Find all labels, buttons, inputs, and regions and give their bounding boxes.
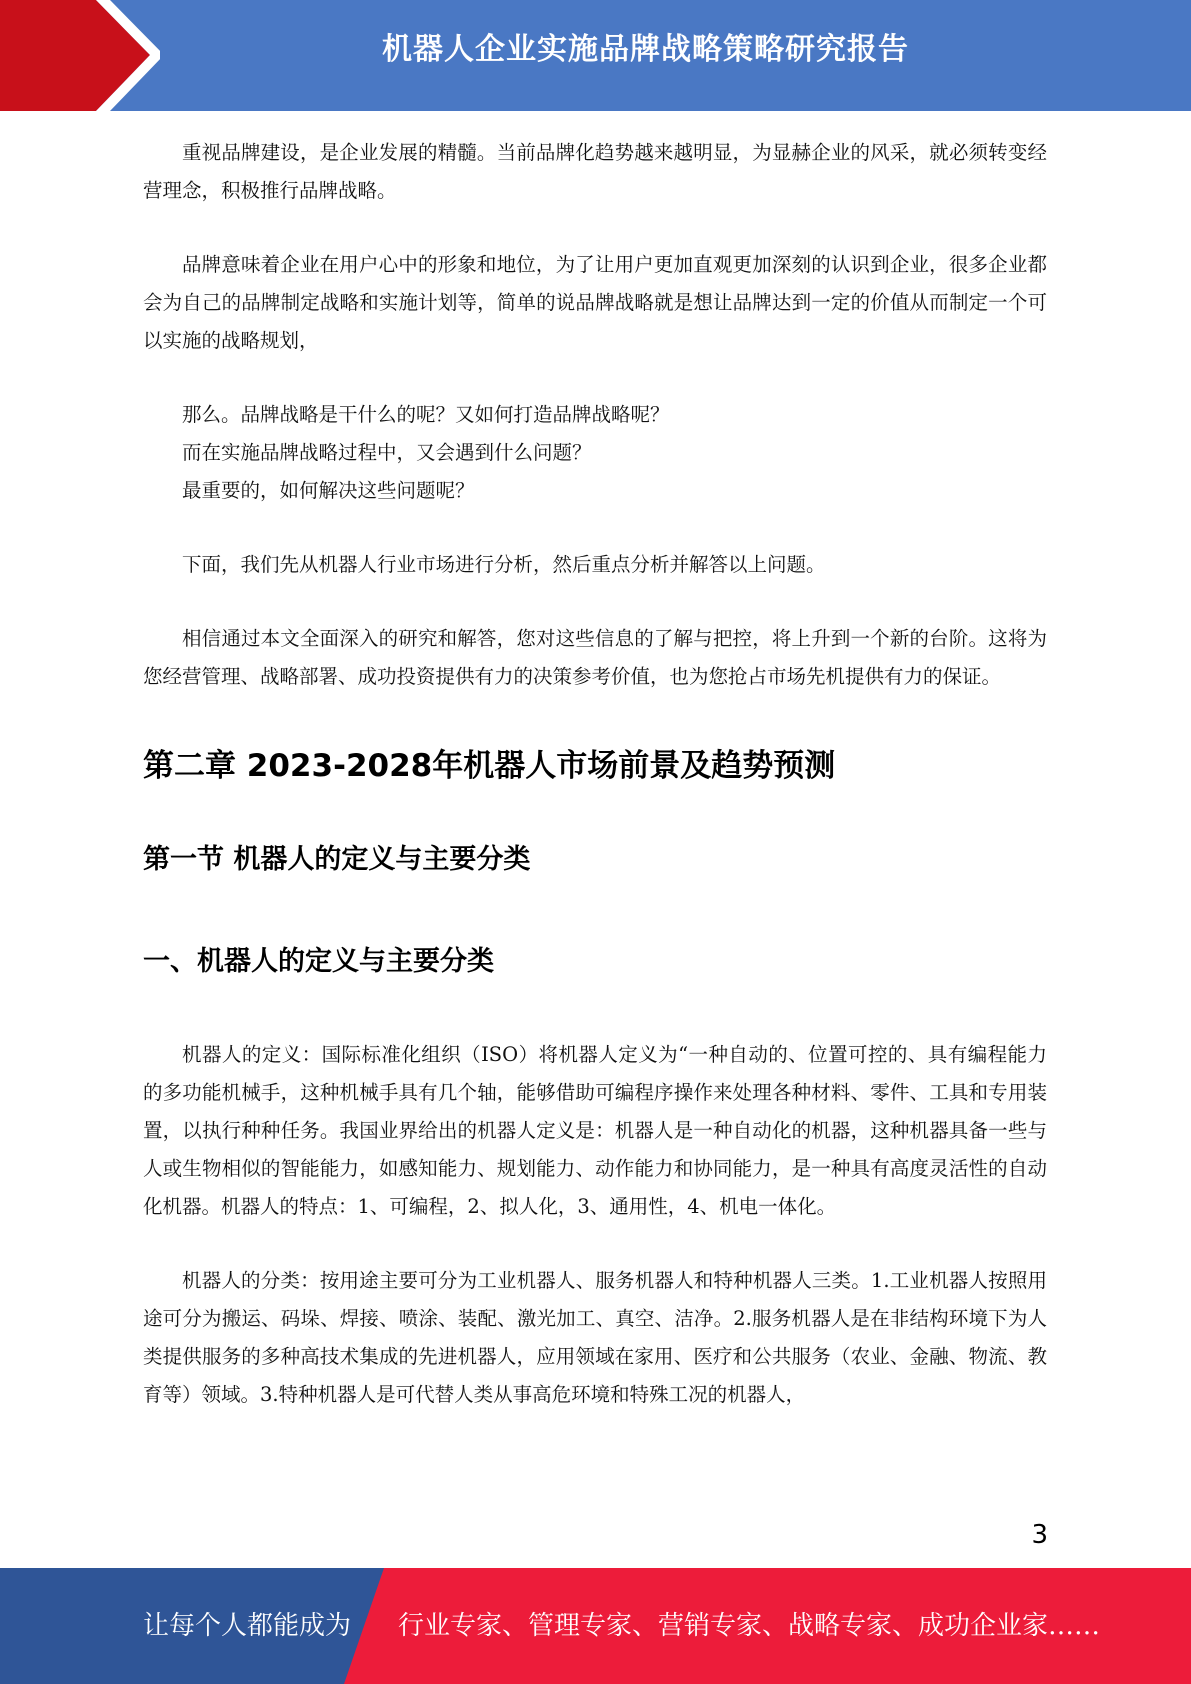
report-title: 机器人企业实施品牌战略策略研究报告 <box>382 32 909 67</box>
page-header <box>0 0 1191 111</box>
definition-paragraph: 机器人的定义：国际标准化组织（ISO）将机器人定义为“一种自动的、位置可控的、具有编程能力的多功能机械手，这种机械手具有几个轴，能够借助可编程序操作来处理各种材料、零件、工具和专用装置，以执行种种任务。我国业界给出的机器人定义是：机器人是一种自动化的机器，这种机器具备一些与人或生物相似的智能能力，如感知能力、规划能力、动作能力和协同能力，是一种具有高度灵活性的自动化机器。机器人的特点：1、可编程，2、拟人化，3、通用性，4、机电一体化。 <box>143 1043 1047 1218</box>
classification-paragraph: 机器人的分类：按用途主要可分为工业机器人、服务机器人和特种机器人三类。1.工业机器人按照用途可分为搬运、码垛、焊接、喷涂、装配、激光加工、真空、洁净。2.服务机器人是在非结构环境下为人类提供服务的多种高技术集成的先进机器人，应用领域在家用、医疗和公共服务（农业、金融、物流、教育等）领域。3.特种机器人是可代替人类从事高危环境和特殊工况的机器人， <box>143 1269 1047 1406</box>
subsection-title: 一、机器人的定义与主要分类 <box>143 946 494 977</box>
footer-slogan-left: 让每个人都能成为 <box>143 1611 352 1641</box>
page-footer <box>0 1568 1191 1684</box>
section-title: 第一节 机器人的定义与主要分类 <box>143 844 531 875</box>
header-arrow-decoration <box>0 0 160 111</box>
page-number: 3 <box>1031 1520 1048 1550</box>
intro-paragraph-2: 品牌意味着企业在用户心中的形象和地位，为了让用户更加直观更加深刻的认识到企业，很多企业都会为自己的品牌制定战略和实施计划等，简单的说品牌战略就是想让品牌达到一定的价值从而制定一个可以实施的战略规划， <box>143 253 1047 352</box>
question-line: 最重要的，如何解决这些问题呢？ <box>182 479 475 502</box>
intro-paragraph-3: 下面，我们先从机器人行业市场进行分析，然后重点分析并解答以上问题。 <box>182 553 826 576</box>
footer-slogan-right: 行业专家、管理专家、营销专家、战略专家、成功企业家…… <box>398 1611 1101 1641</box>
page-content <box>143 134 1047 1414</box>
question-line: 那么。品牌战略是干什么的呢？又如何打造品牌战略呢？ <box>182 403 670 426</box>
chapter-title: 第二章 2023-2028年机器人市场前景及趋势预测 <box>143 748 836 784</box>
intro-paragraph-1: 重视品牌建设，是企业发展的精髓。当前品牌化趋势越来越明显，为显赫企业的风采，就必须转变经营理念，积极推行品牌战略。 <box>143 141 1047 202</box>
intro-paragraph-4: 相信通过本文全面深入的研究和解答，您对这些信息的了解与把控，将上升到一个新的台阶。这将为您经营管理、战略部署、成功投资提供有力的决策参考价值，也为您抢占市场先机提供有力的保证。 <box>143 627 1047 688</box>
question-line: 而在实施品牌战略过程中，又会遇到什么问题？ <box>182 441 592 464</box>
